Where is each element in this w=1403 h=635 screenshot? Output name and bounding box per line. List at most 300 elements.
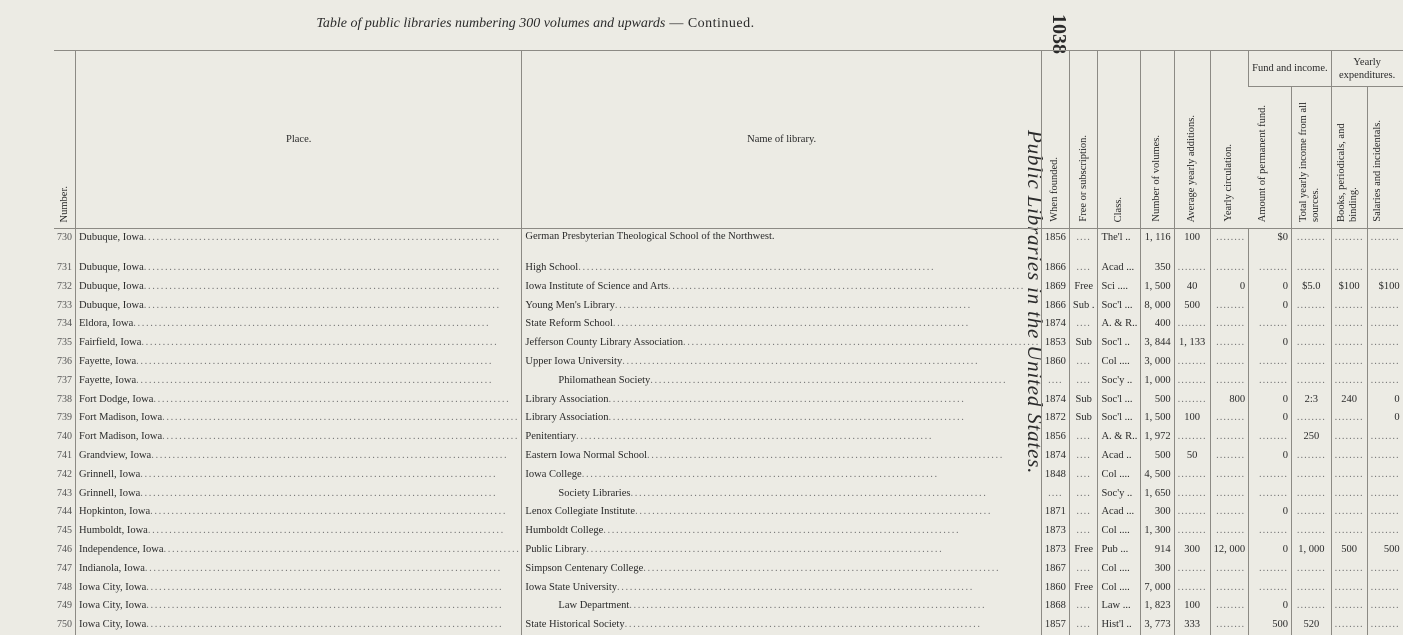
row-fund: ........	[1249, 259, 1292, 278]
row-volumes: 500	[1141, 447, 1174, 466]
row-place	[76, 597, 522, 616]
row-library-text: German Presbyterian Theological School of the Northwest.	[525, 231, 775, 242]
row-library-text: Society Libraries	[558, 487, 631, 499]
row-library	[522, 229, 1041, 260]
header-place: Place.	[76, 51, 522, 229]
row-salaries: ........	[1367, 334, 1403, 353]
row-library-text: High School	[525, 262, 579, 273]
row-circulation: ........	[1210, 334, 1249, 353]
row-books: ........	[1331, 447, 1367, 466]
row-circulation: ........	[1210, 597, 1249, 616]
header-books-text: Books, periodicals, and binding.	[1336, 123, 1360, 222]
row-place	[76, 447, 522, 466]
row-income: ........	[1292, 466, 1332, 485]
row-library-text: Simpson Centenary College	[525, 562, 644, 574]
row-circulation: ........	[1210, 503, 1249, 522]
leader-dots	[162, 409, 518, 427]
row-number: 730	[57, 232, 72, 243]
row-founded: 1873	[1041, 541, 1069, 560]
row-volumes: 3, 844	[1141, 334, 1174, 353]
row-number: 743	[57, 487, 72, 499]
table-row	[54, 372, 1403, 391]
row-number: 744	[57, 506, 72, 518]
row-free: ....	[1069, 466, 1098, 485]
row-number: 742	[57, 468, 72, 480]
row-founded: 1868	[1041, 597, 1069, 616]
row-income: ........	[1292, 522, 1332, 541]
row-founded: 1860	[1041, 579, 1069, 598]
row-fund: ........	[1249, 428, 1292, 447]
row-place-text: Hopkinton, Iowa	[79, 506, 151, 518]
row-class: Col ....	[1098, 353, 1141, 372]
row-books: 240	[1331, 391, 1367, 410]
row-number: 741	[57, 449, 72, 461]
row-founded: ....	[1041, 485, 1069, 504]
header-additions	[1174, 51, 1210, 229]
row-place	[76, 229, 522, 260]
row-class: Col ....	[1098, 466, 1141, 485]
row-books: ........	[1331, 466, 1367, 485]
header-income	[1292, 87, 1332, 229]
row-place	[76, 409, 522, 428]
header-free-text: Free or subscription.	[1077, 135, 1089, 222]
row-circulation: ........	[1210, 372, 1249, 391]
row-class: Acad ...	[1098, 259, 1141, 278]
row-salaries: ........	[1367, 229, 1403, 260]
row-free: ....	[1069, 229, 1098, 260]
row-library-text: Philomathean Society	[558, 374, 651, 386]
row-library	[522, 616, 1041, 635]
row-place-text: Indianola, Iowa	[79, 562, 145, 574]
leader-dots	[630, 485, 1037, 503]
row-place	[76, 259, 522, 278]
row-library	[522, 334, 1041, 353]
table-row	[54, 353, 1403, 372]
row-fund: ........	[1249, 466, 1292, 485]
row-library	[522, 579, 1041, 598]
row-free: ....	[1069, 597, 1098, 616]
row-income: 2:3	[1292, 391, 1332, 410]
row-class: Soc'l ...	[1098, 297, 1141, 316]
row-salaries: ........	[1367, 315, 1403, 334]
row-founded: ....	[1041, 372, 1069, 391]
row-library-text: State Historical Society	[525, 619, 625, 631]
row-library	[522, 428, 1041, 447]
row-books: ........	[1331, 409, 1367, 428]
row-number: 737	[57, 374, 72, 386]
row-library	[522, 259, 1041, 278]
row-fund: ........	[1249, 522, 1292, 541]
row-volumes: 4, 500	[1141, 466, 1174, 485]
row-place-text: Dubuque, Iowa	[79, 232, 144, 243]
row-fund: ........	[1249, 579, 1292, 598]
row-salaries: 0	[1367, 391, 1403, 410]
row-books: ........	[1331, 229, 1367, 260]
row-income: $5.0	[1292, 278, 1332, 297]
row-founded: 1871	[1041, 503, 1069, 522]
leader-dots	[683, 334, 1038, 352]
row-place-text: Grinnell, Iowa	[79, 487, 141, 499]
row-salaries: ........	[1367, 466, 1403, 485]
row-number: 736	[57, 355, 72, 367]
leader-dots	[148, 522, 519, 540]
leader-dots	[141, 334, 518, 352]
row-founded: 1874	[1041, 391, 1069, 410]
table-row	[54, 334, 1403, 353]
table-row	[54, 616, 1403, 635]
row-library-text: Young Men's Library	[525, 299, 615, 311]
leader-dots	[153, 391, 518, 409]
row-additions: ........	[1174, 372, 1210, 391]
header-circulation-text: Yearly circulation.	[1223, 144, 1235, 222]
header-class-text: Class.	[1113, 196, 1125, 222]
row-number: 735	[57, 337, 72, 349]
row-books: ........	[1331, 522, 1367, 541]
row-library	[522, 297, 1041, 316]
row-library-text: Iowa State University	[525, 581, 617, 593]
row-books: ........	[1331, 353, 1367, 372]
leader-dots	[635, 503, 1038, 521]
row-books: ........	[1331, 334, 1367, 353]
table-row	[54, 297, 1403, 316]
row-number: 734	[57, 318, 72, 330]
leader-dots	[144, 229, 519, 247]
row-additions: ........	[1174, 485, 1210, 504]
row-books: 500	[1331, 541, 1367, 560]
row-founded: 1860	[1041, 353, 1069, 372]
table-row	[54, 447, 1403, 466]
row-salaries: ........	[1367, 597, 1403, 616]
row-additions: 50	[1174, 447, 1210, 466]
row-place-text: Fayette, Iowa	[79, 374, 137, 386]
row-number: 745	[57, 525, 72, 537]
row-additions: ........	[1174, 579, 1210, 598]
row-library-text: Jefferson County Library Association	[525, 337, 683, 349]
row-class: Acad ...	[1098, 503, 1141, 522]
header-class	[1098, 51, 1141, 229]
row-library	[522, 597, 1041, 616]
leader-dots	[140, 466, 518, 484]
leader-dots	[146, 597, 518, 615]
row-income: ........	[1292, 485, 1332, 504]
row-salaries: ........	[1367, 259, 1403, 278]
row-number: 750	[57, 619, 72, 631]
row-salaries: ........	[1367, 503, 1403, 522]
row-volumes: 350	[1141, 259, 1174, 278]
row-salaries: ........	[1367, 579, 1403, 598]
page-title	[0, 16, 1071, 32]
row-additions: ........	[1174, 428, 1210, 447]
row-place-text: Fairfield, Iowa	[79, 337, 142, 349]
row-salaries: ........	[1367, 447, 1403, 466]
header-income-text: Total yearly income from all sources.	[1298, 102, 1322, 222]
running-title: Public Libraries in the United States.	[1023, 130, 1047, 475]
leader-dots	[647, 447, 1038, 465]
row-library-text: Penitentiary	[525, 431, 577, 443]
row-additions: ........	[1174, 503, 1210, 522]
leader-dots	[144, 278, 519, 296]
row-library-text: Eastern Iowa Normal School	[525, 449, 648, 461]
row-fund: $0	[1249, 229, 1292, 260]
row-place-text: Eldora, Iowa	[79, 318, 134, 330]
leader-dots	[643, 560, 1038, 578]
row-volumes: 3, 000	[1141, 353, 1174, 372]
row-place	[76, 503, 522, 522]
row-income: ........	[1292, 560, 1332, 579]
leader-dots	[578, 259, 1038, 277]
row-number: 746	[57, 543, 72, 555]
row-books: ........	[1331, 616, 1367, 635]
row-volumes: 500	[1141, 391, 1174, 410]
row-additions: 100	[1174, 597, 1210, 616]
leader-dots	[668, 278, 1038, 296]
row-fund: 0	[1249, 391, 1292, 410]
row-additions: ........	[1174, 259, 1210, 278]
leader-dots	[151, 447, 518, 465]
row-class: Sci ....	[1098, 278, 1141, 297]
row-place-text: Iowa City, Iowa	[79, 619, 147, 631]
row-volumes: 1, 116	[1141, 229, 1174, 260]
row-income: 520	[1292, 616, 1332, 635]
row-books: ........	[1331, 315, 1367, 334]
row-income: ........	[1292, 503, 1332, 522]
leader-dots	[136, 353, 518, 371]
row-place	[76, 372, 522, 391]
row-free: Sub	[1069, 391, 1098, 410]
row-place	[76, 466, 522, 485]
row-income: ........	[1292, 334, 1332, 353]
row-library-text: Lenox Collegiate Institute	[525, 506, 636, 518]
row-fund: 0	[1249, 503, 1292, 522]
row-additions: 100	[1174, 229, 1210, 260]
row-volumes: 1, 972	[1141, 428, 1174, 447]
table-row	[54, 391, 1403, 410]
header-fund	[1249, 87, 1292, 229]
leader-dots	[136, 372, 518, 390]
header-salaries	[1367, 87, 1403, 229]
header-library: Name of library.	[522, 51, 1041, 229]
row-founded: 1874	[1041, 447, 1069, 466]
row-volumes: 300	[1141, 503, 1174, 522]
row-income: ........	[1292, 259, 1332, 278]
row-free: ....	[1069, 353, 1098, 372]
row-free: Sub	[1069, 334, 1098, 353]
row-place-text: Fort Madison, Iowa	[79, 431, 163, 443]
row-library-text: Library Association	[525, 393, 609, 405]
table-row	[54, 560, 1403, 579]
row-income: ........	[1292, 372, 1332, 391]
leader-dots	[162, 428, 518, 446]
row-class: Soc'l ...	[1098, 409, 1141, 428]
row-library-text: Humboldt College	[525, 525, 604, 537]
row-books: $100	[1331, 278, 1367, 297]
row-free: ....	[1069, 372, 1098, 391]
row-number: 739	[57, 412, 72, 424]
row-volumes: 1, 823	[1141, 597, 1174, 616]
row-circulation: ........	[1210, 466, 1249, 485]
row-salaries: ........	[1367, 560, 1403, 579]
row-founded: 1867	[1041, 560, 1069, 579]
page-number: 1038	[1048, 14, 1070, 54]
leader-dots	[164, 541, 519, 559]
header-fund-text: Amount of permanent fund.	[1256, 104, 1268, 222]
table-row	[54, 503, 1403, 522]
header-volumes	[1141, 51, 1174, 229]
row-place-text: Humboldt, Iowa	[79, 525, 148, 537]
row-place-text: Independence, Iowa	[79, 543, 164, 555]
row-class: A. & R..	[1098, 315, 1141, 334]
leader-dots	[582, 466, 1038, 484]
row-founded: 1873	[1041, 522, 1069, 541]
row-free: ....	[1069, 485, 1098, 504]
row-library	[522, 278, 1041, 297]
row-volumes: 1, 500	[1141, 278, 1174, 297]
row-fund: ........	[1249, 315, 1292, 334]
table-row	[54, 597, 1403, 616]
row-place	[76, 391, 522, 410]
row-income: ........	[1292, 353, 1332, 372]
row-founded: 1856	[1041, 229, 1069, 260]
row-salaries: ........	[1367, 522, 1403, 541]
row-additions: 100	[1174, 409, 1210, 428]
leader-dots	[650, 372, 1038, 390]
row-volumes: 1, 000	[1141, 372, 1174, 391]
row-founded: 1853	[1041, 334, 1069, 353]
row-volumes: 1, 650	[1141, 485, 1174, 504]
row-place	[76, 315, 522, 334]
row-additions: 40	[1174, 278, 1210, 297]
row-free: ....	[1069, 522, 1098, 541]
row-fund: 0	[1249, 541, 1292, 560]
row-founded: 1857	[1041, 616, 1069, 635]
row-founded: 1872	[1041, 409, 1069, 428]
row-class: The'l ..	[1098, 229, 1141, 260]
row-place-text: Dubuque, Iowa	[79, 299, 144, 311]
row-library	[522, 372, 1041, 391]
row-salaries: ........	[1367, 372, 1403, 391]
row-fund: ........	[1249, 372, 1292, 391]
row-free: Sub	[1069, 409, 1098, 428]
row-salaries: ........	[1367, 616, 1403, 635]
leader-dots	[622, 353, 1038, 371]
row-library	[522, 391, 1041, 410]
row-library-text: Iowa College	[525, 468, 582, 480]
leader-dots	[576, 428, 1038, 446]
row-class: Col ....	[1098, 522, 1141, 541]
leader-dots	[629, 597, 1038, 615]
row-volumes: 7, 000	[1141, 579, 1174, 598]
row-circulation: ........	[1210, 353, 1249, 372]
page-title-continued: — Continued.	[665, 16, 755, 31]
row-books: ........	[1331, 503, 1367, 522]
leader-dots	[146, 616, 518, 634]
row-place	[76, 334, 522, 353]
row-income: ........	[1292, 579, 1332, 598]
leader-dots	[625, 616, 1038, 634]
libraries-table	[54, 50, 1403, 635]
row-fund: 0	[1249, 334, 1292, 353]
row-number: 738	[57, 393, 72, 405]
row-place	[76, 616, 522, 635]
row-salaries: $100	[1367, 278, 1403, 297]
leader-dots	[144, 259, 519, 277]
row-circulation: ........	[1210, 485, 1249, 504]
row-place	[76, 485, 522, 504]
leader-dots	[150, 503, 518, 521]
row-place	[76, 297, 522, 316]
row-free: Free	[1069, 278, 1098, 297]
row-circulation: ........	[1210, 579, 1249, 598]
row-volumes: 1, 500	[1141, 409, 1174, 428]
row-free: Sub .	[1069, 297, 1098, 316]
header-expenditures-group: Yearly expenditures.	[1331, 51, 1403, 87]
leader-dots	[133, 315, 518, 333]
row-additions: ........	[1174, 391, 1210, 410]
row-additions: ........	[1174, 315, 1210, 334]
row-free: ....	[1069, 259, 1098, 278]
row-place-text: Grinnell, Iowa	[79, 468, 141, 480]
table-row	[54, 485, 1403, 504]
row-free: ....	[1069, 503, 1098, 522]
row-circulation: 12, 000	[1210, 541, 1249, 560]
table-row	[54, 409, 1403, 428]
row-place-text: Iowa City, Iowa	[79, 600, 147, 612]
row-number: 732	[57, 280, 72, 292]
row-library-text: Upper Iowa University	[525, 355, 623, 367]
row-place-text: Fort Madison, Iowa	[79, 412, 163, 424]
leader-dots	[146, 579, 518, 597]
row-fund: 0	[1249, 447, 1292, 466]
row-class: A. & R..	[1098, 428, 1141, 447]
leader-dots	[617, 579, 1038, 597]
row-number: 748	[57, 581, 72, 593]
row-founded: 1856	[1041, 428, 1069, 447]
leader-dots	[140, 485, 518, 503]
row-class: Law ...	[1098, 597, 1141, 616]
row-circulation: ........	[1210, 409, 1249, 428]
table-row	[54, 229, 1403, 260]
row-place	[76, 560, 522, 579]
row-founded: 1874	[1041, 315, 1069, 334]
row-library-text: Library Association	[525, 412, 609, 424]
header-free	[1069, 51, 1098, 229]
table-row	[54, 579, 1403, 598]
row-circulation: ........	[1210, 560, 1249, 579]
row-books: ........	[1331, 560, 1367, 579]
row-circulation: ........	[1210, 616, 1249, 635]
row-volumes: 1, 300	[1141, 522, 1174, 541]
row-place-text: Dubuque, Iowa	[79, 262, 144, 273]
row-fund: ........	[1249, 485, 1292, 504]
row-salaries: ........	[1367, 353, 1403, 372]
row-free: Free	[1069, 579, 1098, 598]
header-volumes-text: Number of volumes.	[1151, 135, 1163, 222]
header-number	[54, 51, 76, 229]
row-library	[522, 315, 1041, 334]
row-books: ........	[1331, 372, 1367, 391]
row-additions: 300	[1174, 541, 1210, 560]
row-class: Pub ...	[1098, 541, 1141, 560]
row-place	[76, 278, 522, 297]
row-class: Col ....	[1098, 579, 1141, 598]
row-fund: ........	[1249, 560, 1292, 579]
row-library	[522, 353, 1041, 372]
row-circulation: 0	[1210, 278, 1249, 297]
row-volumes: 400	[1141, 315, 1174, 334]
row-place	[76, 428, 522, 447]
row-free: Free	[1069, 541, 1098, 560]
row-free: ....	[1069, 560, 1098, 579]
